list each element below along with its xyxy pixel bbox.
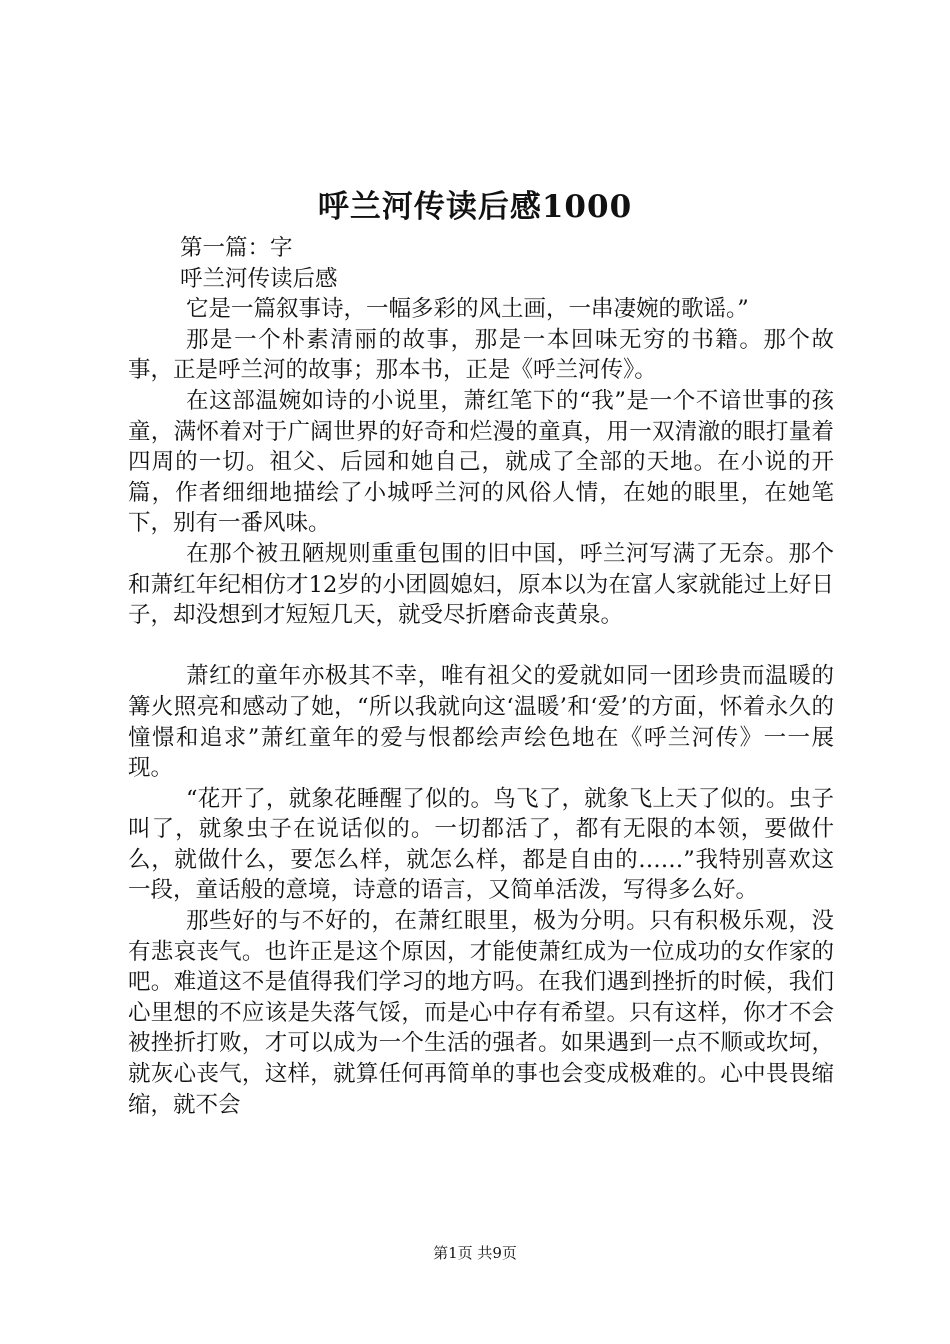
document-title: 呼兰河传读后感1000 (317, 189, 633, 225)
page-footer: 第1页 共9页 (433, 1244, 517, 1262)
paragraph-3: 在这部温婉如诗的小说里，萧红笔下的“我”是一个不谙世事的孩童，满怀着对于广阔世界的好奇和烂漫的童真，用一双清澈的眼打量着四周的一切。祖父、后园和她自己，就成了全部的天地。在小说的开篇，作者细细地描绘了小城呼兰河的风俗人情，在她的眼里，在她笔下，别有一番风味。 (128, 387, 834, 537)
paragraph-7: 那些好的与不好的，在萧红眼里，极为分明。只有积极乐观，没有悲哀丧气。也许正是这个原因，才能使萧红成为一位成功的女作家的吧。难道这不是值得我们学习的地方吗。在我们遇到挫折的时候，我们心里想的不应该是失落气馁，而是心中存有希望。只有这样，你才不会被挫折打败，才可以成为一个生活的强者。如果遇到一点不顺或坎坷，就灰心丧气，这样，就算任何再简单的事也会变成极难的。心中畏畏缩缩，就不会 (128, 908, 834, 1118)
paragraph-4: 在那个被丑陋规则重重包围的旧中国，呼兰河写满了无奈。那个和萧红年纪相仿才12岁的小团圆媳妇，原本以为在富人家就能过上好日子，却没想到才短短几天，就受尽折磨命丧黄泉。 (128, 540, 834, 629)
section-heading: 第一篇：字 (180, 235, 293, 261)
paragraph-6: “花开了，就象花睡醒了似的。鸟飞了，就象飞上天了似的。虫子叫了，就象虫子在说话似的。一切都活了，都有无限的本领，要做什么，就做什么，要怎么样，就怎么样，都是自由的……”我特别喜欢这一段，童话般的意境，诗意的语言，又简单活泼，写得多么好。 (128, 785, 834, 904)
paragraph-2: 那是一个朴素清丽的故事，那是一本回味无穷的书籍。那个故事，正是呼兰河的故事；那本书，正是《呼兰河传》。 (128, 326, 834, 384)
paragraph-1: 它是一篇叙事诗，一幅多彩的风土画，一串凄婉的歌谣。” (186, 296, 749, 323)
paragraph-5: 萧红的童年亦极其不幸，唯有祖父的爱就如同一团珍贵而温暖的篝火照亮和感动了她，“所以我就向这‘温暖’和‘爱’的方面，怀着永久的憧憬和追求”萧红童年的爱与恨都绘声绘色地在《呼兰河传》一一展现。 (128, 663, 834, 782)
document-body (128, 233, 834, 1120)
paragraph-spacer (128, 631, 834, 662)
section-subtitle: 呼兰河传读后感 (180, 265, 338, 292)
